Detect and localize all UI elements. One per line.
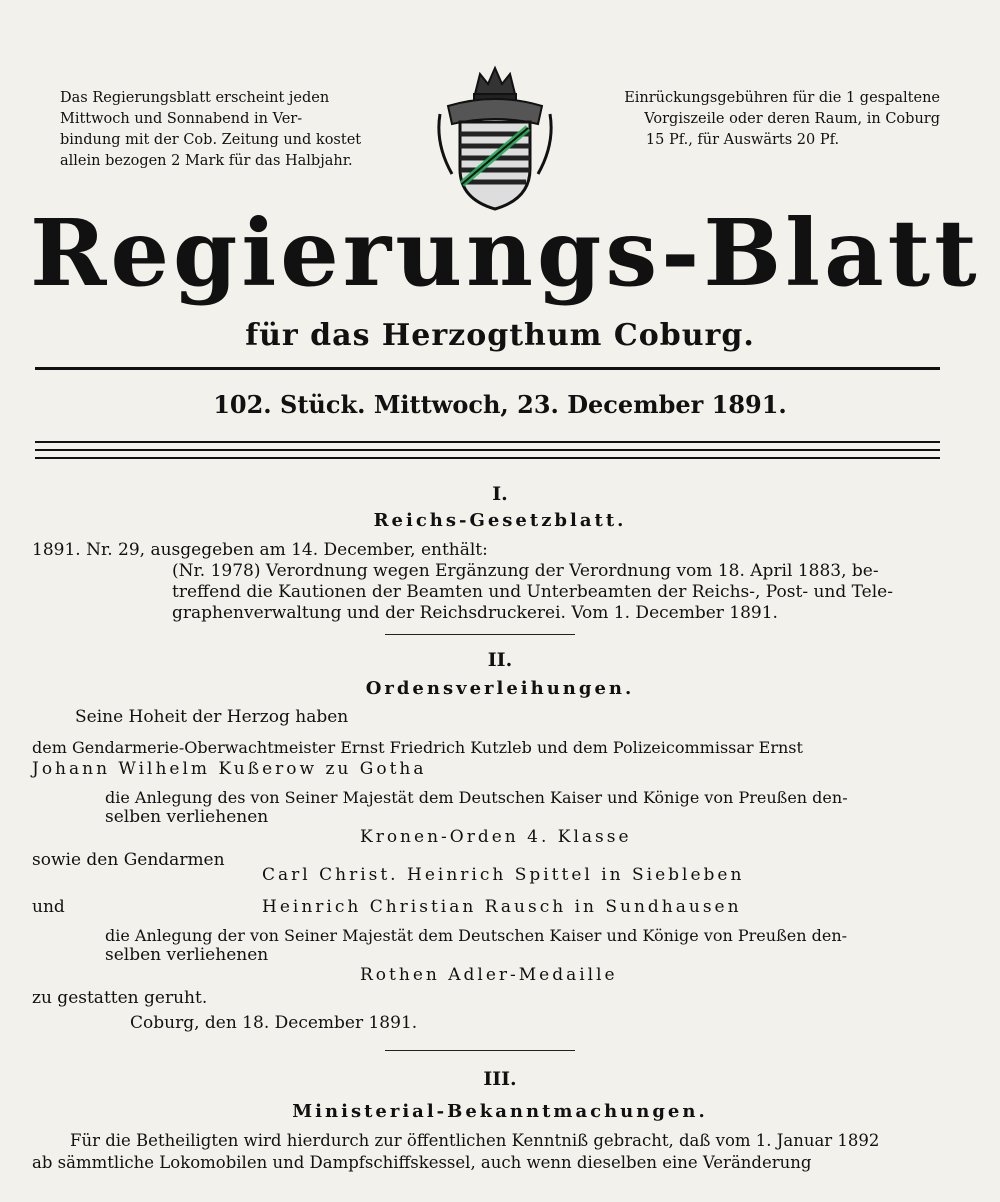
coat-of-arms-icon [430, 64, 560, 212]
masthead-subtitle: für das Herzogthum Coburg. [245, 318, 755, 353]
subscription-note-line: Das Regierungsblatt erscheint jeden [60, 90, 330, 106]
body-line: Johann Wilhelm Kußerow zu Gotha [32, 759, 427, 779]
body-line: die Anlegung des von Seiner Majestät dem Deutschen Kaiser und Könige von Preußen den- [105, 788, 848, 807]
section-heading: Ordensverleihungen. [365, 678, 635, 699]
section-number: I. [492, 483, 508, 505]
medal-name: Rothen Adler-Medaille [360, 965, 618, 985]
section-divider [385, 1050, 575, 1051]
body-line: (Nr. 1978) Verordnung wegen Ergänzung der Verordnung vom 18. April 1883, be- [172, 561, 879, 581]
section-number: II. [487, 649, 513, 671]
body-line: 1891. Nr. 29, ausgegeben am 14. December, enthält: [32, 540, 488, 560]
body-line: Für die Betheiligten wird hierdurch zur öffentlichen Kenntniß gebracht, daß vom 1. Januar 1892 [70, 1131, 880, 1150]
fees-note-line: Einrückungsgebühren für die 1 gespaltene [624, 90, 940, 106]
body-line: zu gestatten geruht. [32, 988, 208, 1008]
body-line: selben verliehenen [105, 945, 269, 965]
header-rule [35, 441, 940, 443]
body-line: und [32, 897, 65, 917]
order-name: Kronen-Orden 4. Klasse [360, 827, 632, 847]
issue-line: 102. Stück. Mittwoch, 23. December 1891. [213, 390, 787, 419]
fees-note-line: Vorgiszeile oder deren Raum, in Coburg [644, 111, 940, 127]
fees-note [605, 88, 940, 151]
body-line: ab sämmtliche Lokomobilen und Dampfschiffskessel, auch wenn dieselben eine Veränderung [32, 1153, 812, 1172]
subscription-note [60, 88, 390, 172]
section-heading: Ministerial-Bekanntmachungen. [292, 1101, 708, 1122]
body-line: selben verliehenen [105, 807, 269, 827]
signature-date: Coburg, den 18. December 1891. [130, 1013, 418, 1033]
masthead-title: Regierungs-Blatt [30, 199, 981, 307]
section-divider [385, 634, 575, 635]
recipient-name: Heinrich Christian Rausch in Sundhausen [262, 897, 742, 917]
section-heading: Reichs-Gesetzblatt. [373, 510, 627, 531]
subscription-note-line: bindung mit der Cob. Zeitung und kostet [60, 132, 362, 148]
header-rule [35, 367, 940, 370]
body-line: dem Gendarmerie-Oberwachtmeister Ernst Friedrich Kutzleb und dem Polizeicommissar Ernst [32, 738, 803, 757]
section-number: III. [483, 1068, 517, 1090]
body-line: Seine Hoheit der Herzog haben [75, 707, 349, 727]
body-line: die Anlegung der von Seiner Majestät dem Deutschen Kaiser und Könige von Preußen den- [105, 926, 848, 945]
recipient-name: Carl Christ. Heinrich Spittel in Siebleben [262, 865, 745, 885]
body-line: treffend die Kautionen der Beamten und Unterbeamten der Reichs-, Post- und Tele- [172, 582, 893, 602]
fees-note-line: 15 Pf., für Auswärts 20 Pf. [645, 132, 840, 148]
body-line: graphenverwaltung und der Reichsdruckerei. Vom 1. December 1891. [172, 603, 778, 623]
subscription-note-line: allein bezogen 2 Mark für das Halbjahr. [60, 153, 353, 169]
subscription-note-line: Mittwoch und Sonnabend in Ver- [60, 111, 303, 127]
header-rule [35, 449, 940, 451]
body-line: sowie den Gendarmen [32, 850, 225, 870]
header-rule [35, 457, 940, 459]
